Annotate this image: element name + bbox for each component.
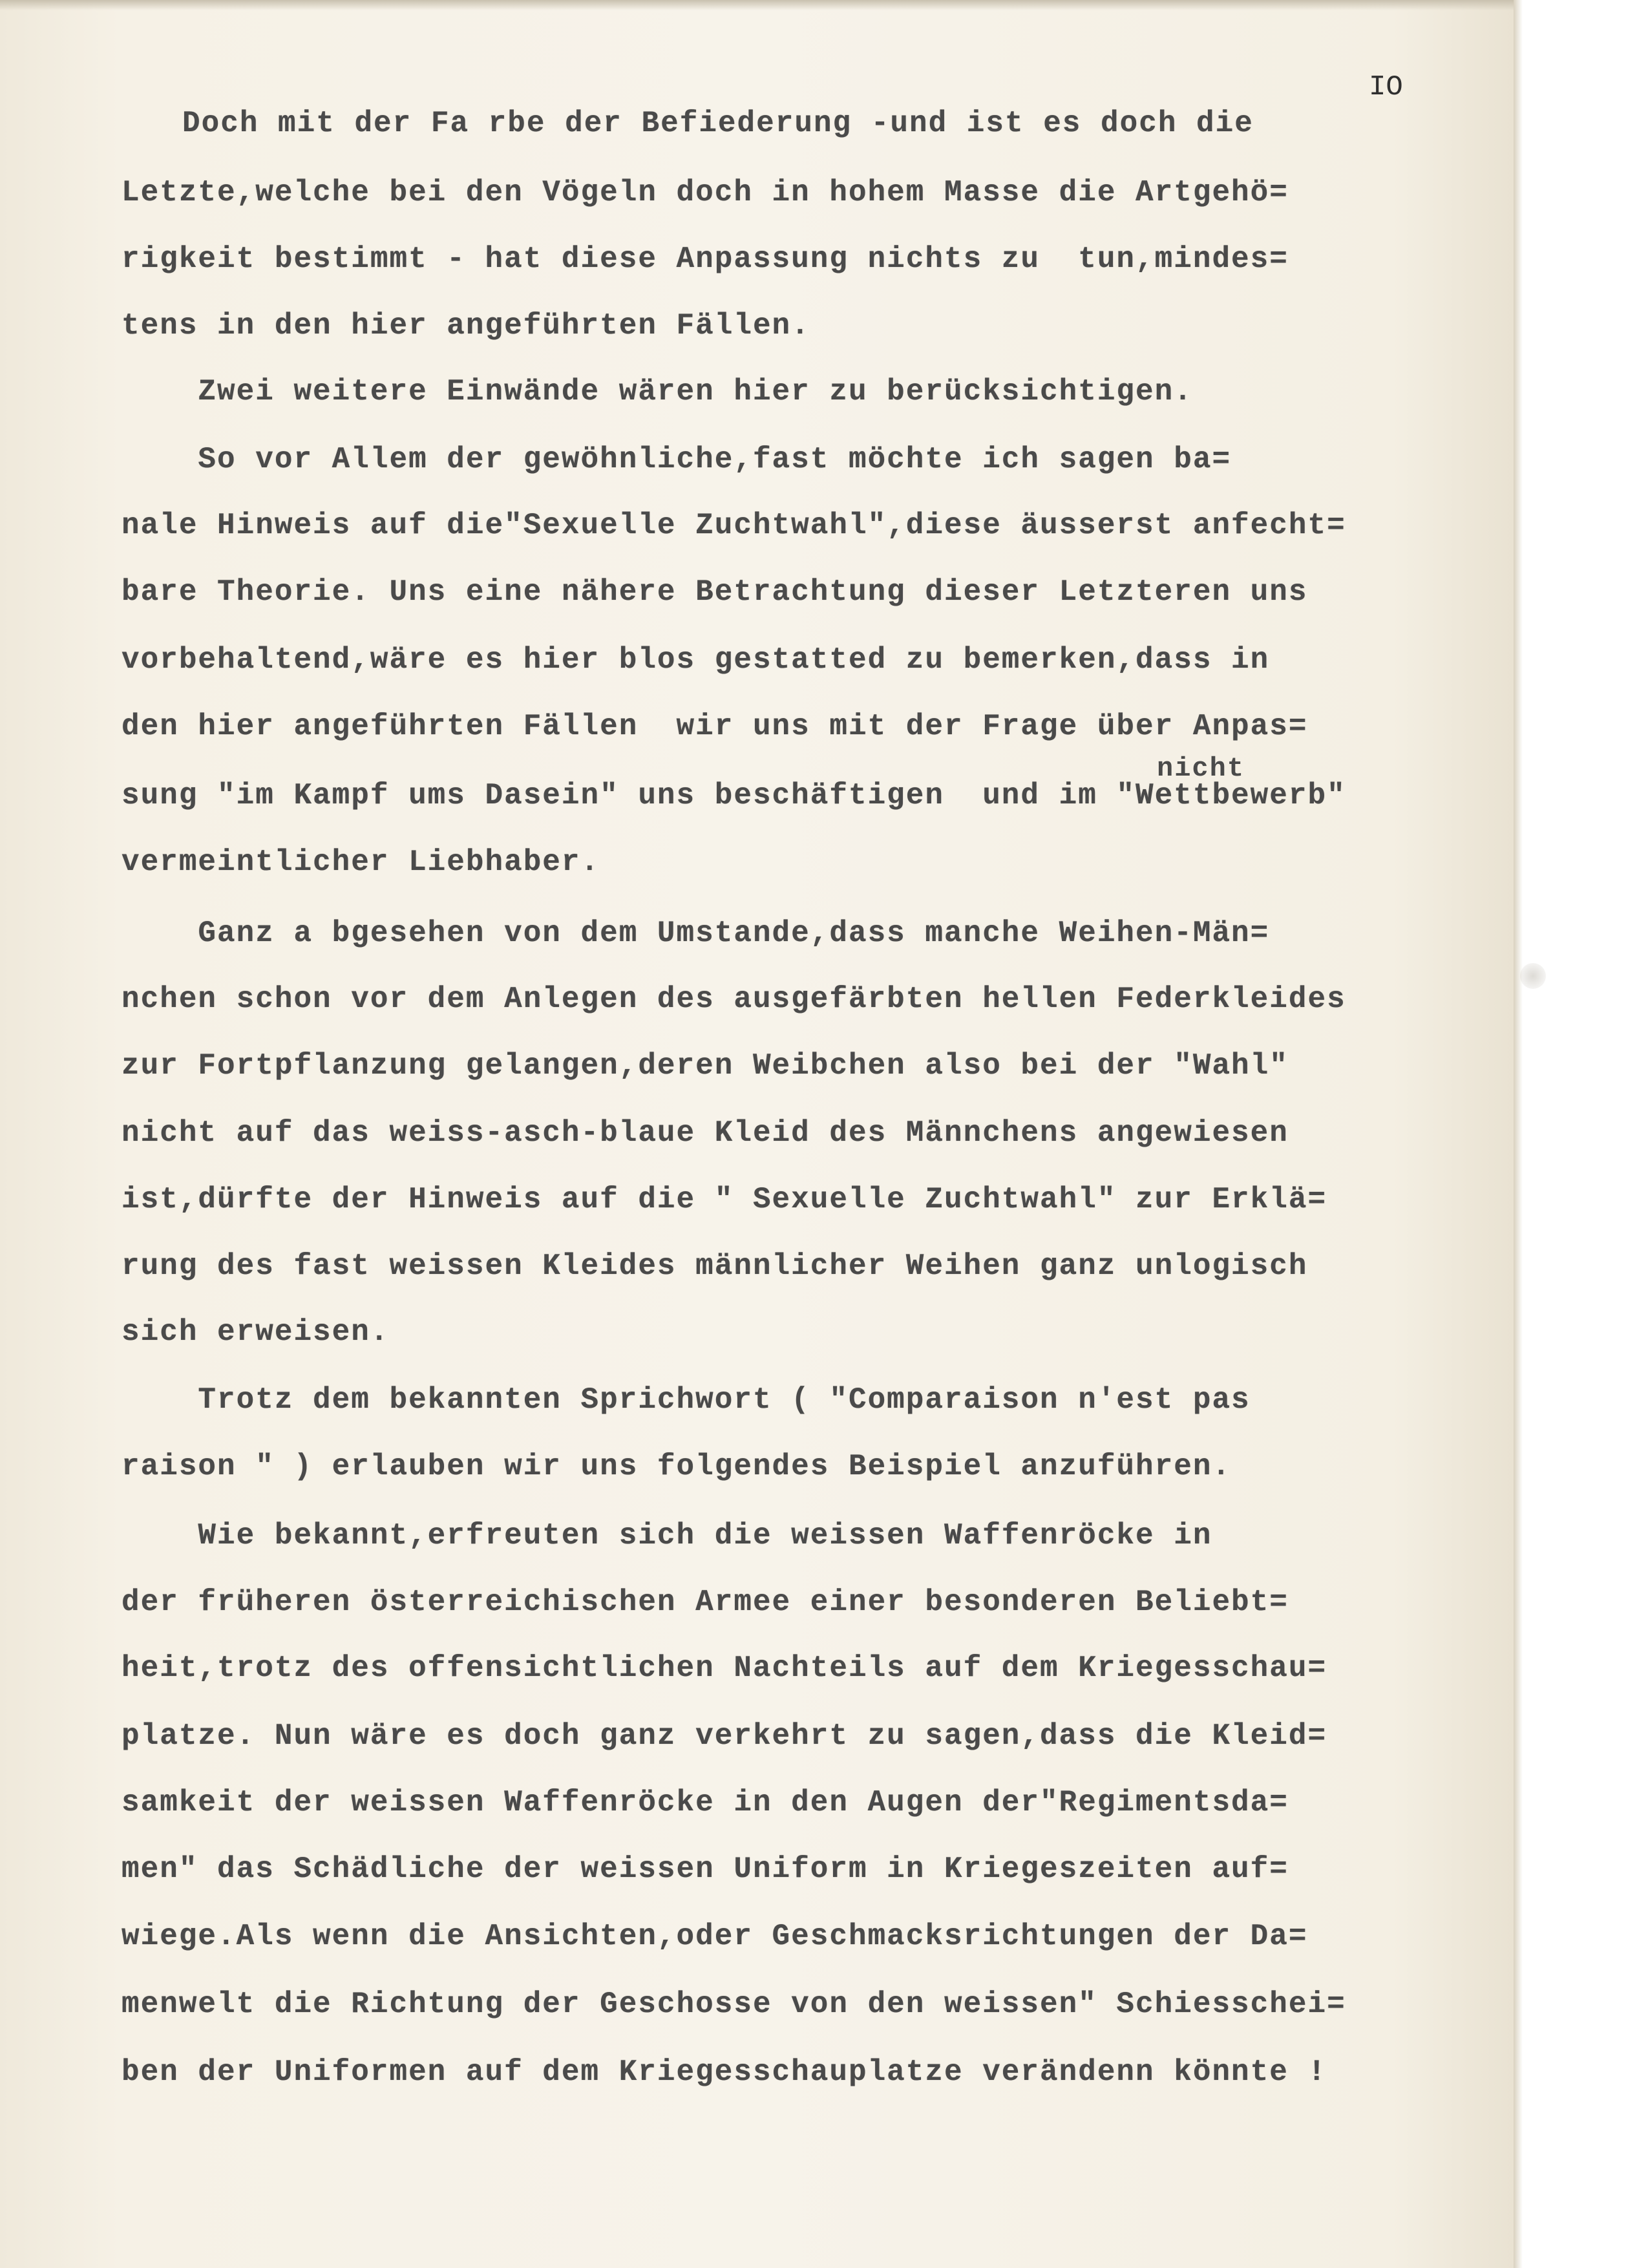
text-line: zur Fortpflanzung gelangen,deren Weibchen also bei der "Wahl" (121, 1049, 1289, 1083)
interlinear-insert: nicht (1157, 753, 1245, 784)
text-line: platze. Nun wäre es doch ganz verkehrt zu sagen,dass die Kleid= (121, 1719, 1327, 1753)
text-line: samkeit der weissen Waffenröcke in den Augen der"Regimentsda= (121, 1786, 1289, 1819)
text-line: nchen schon vor dem Anlegen des ausgefärbten hellen Federkleides (121, 982, 1346, 1016)
text-line: menwelt die Richtung der Geschosse von den weissen" Schiesschei= (121, 1987, 1346, 2021)
text-line: men" das Schädliche der weissen Uniform in Kriegeszeiten auf= (121, 1852, 1289, 1886)
text-line: vermeintlicher Liebhaber. (121, 845, 600, 879)
text-line: sung "im Kampf ums Dasein" uns beschäftigen und im "Wettbewerb" (121, 779, 1346, 812)
text-line: den hier angeführten Fällen wir uns mit der Frage über Anpas= (121, 710, 1308, 743)
text-line: nale Hinweis auf die"Sexuelle Zuchtwahl",diese äusserst anfecht= (121, 509, 1346, 542)
text-line: Wie bekannt,erfreuten sich die weissen Waffenröcke in (121, 1519, 1212, 1553)
text-line: wiege.Als wenn die Ansichten,oder Geschmacksrichtungen der Da= (121, 1920, 1308, 1953)
text-line: ben der Uniformen auf dem Kriegesschauplatze verändenn könnte ! (121, 2055, 1327, 2089)
text-line: sich erweisen. (121, 1315, 390, 1349)
text-line: Ganz a bgesehen von dem Umstande,dass manche Weihen-Män= (121, 917, 1270, 950)
text-line: der früheren österreichischen Armee einer besonderen Beliebt= (121, 1585, 1289, 1619)
text-line: So vor Allem der gewöhnliche,fast möchte ich sagen ba= (121, 443, 1232, 476)
text-line: vorbehaltend,wäre es hier blos gestatted zu bemerken,dass in (121, 643, 1270, 677)
text-line: ist,dürfte der Hinweis auf die " Sexuelle Zuchtwahl" zur Erklä= (121, 1183, 1327, 1216)
paper-stain (1520, 963, 1546, 989)
text-line: bare Theorie. Uns eine nähere Betrachtung dieser Letzteren uns (121, 575, 1308, 609)
text-line: tens in den hier angeführten Fällen. (121, 309, 810, 343)
text-line: rigkeit bestimmt - hat diese Anpassung nichts zu tun,mindes= (121, 242, 1289, 276)
text-line: rung des fast weissen Kleides männlicher Weihen ganz unlogisch (121, 1249, 1308, 1283)
page-edge (1514, 0, 1523, 2268)
text-line: raison " ) erlauben wir uns folgendes Beispiel anzuführen. (121, 1450, 1232, 1483)
page-number: IO (1369, 71, 1403, 103)
text-line: Letzte,welche bei den Vögeln doch in hohem Masse die Artgehö= (121, 176, 1289, 209)
page-top-shadow (0, 0, 1514, 10)
text-line: Doch mit der Fa rbe der Befiederung -und ist es doch die (182, 107, 1254, 140)
text-line: Zwei weitere Einwände wären hier zu berücksichtigen. (121, 375, 1193, 408)
text-line: Trotz dem bekannten Sprichwort ( "Comparaison n'est pas (121, 1383, 1251, 1417)
text-line: heit,trotz des offensichtlichen Nachteils auf dem Kriegesschau= (121, 1651, 1327, 1685)
text-line: nicht auf das weiss-asch-blaue Kleid des Männchens angewiesen (121, 1116, 1289, 1150)
